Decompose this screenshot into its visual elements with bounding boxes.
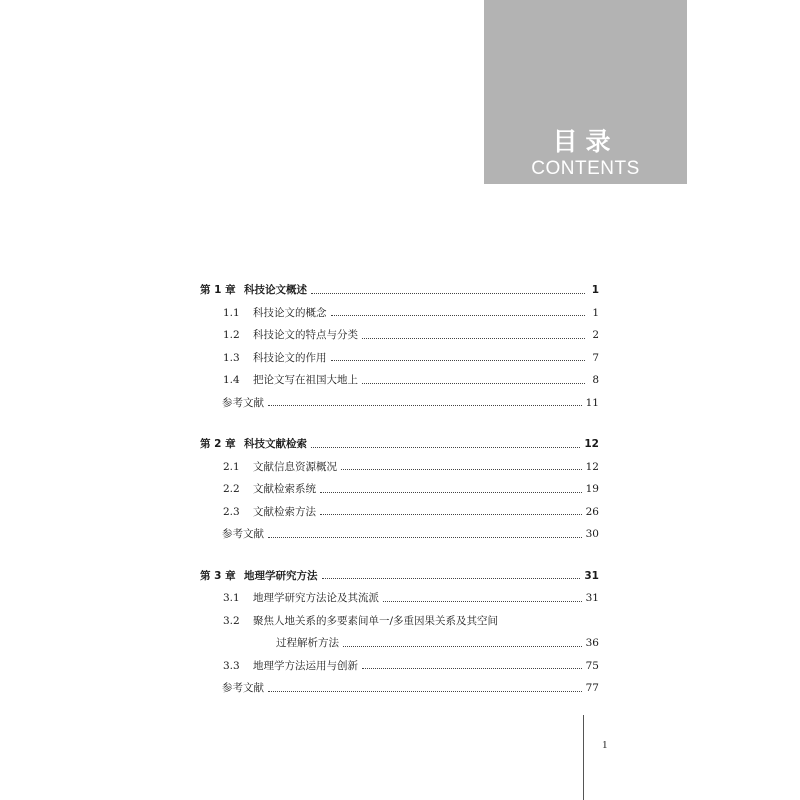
chapter-title: 地理学研究方法: [244, 569, 318, 582]
page-ref: 26: [585, 505, 599, 518]
section-title: 把论文写在祖国大地上: [253, 374, 358, 386]
section-entry[interactable]: [200, 610, 599, 633]
table-of-contents: [200, 279, 599, 719]
section-number: 2.1: [223, 460, 240, 473]
dot-leader: [362, 668, 582, 669]
page-ref: 1: [591, 284, 599, 296]
section-entry[interactable]: [200, 456, 599, 479]
chapter-2: [200, 433, 599, 546]
chapter-3: [200, 565, 599, 700]
references-title: 参考文献: [222, 528, 264, 540]
section-number: 2.3: [223, 505, 240, 518]
section-entry[interactable]: [200, 501, 599, 524]
references-entry[interactable]: [200, 523, 599, 546]
section-number: 2.2: [223, 483, 240, 495]
references-title: 参考文献: [222, 396, 264, 409]
chapter-title: 科技论文概述: [244, 284, 307, 296]
dot-leader: [311, 447, 580, 448]
dot-leader: [341, 469, 582, 470]
dot-leader: [383, 601, 582, 602]
chapter-heading[interactable]: [200, 565, 599, 588]
section-number: 3.3: [223, 659, 240, 672]
dot-leader: [320, 514, 582, 515]
page-ref: 30: [585, 528, 599, 540]
chapter-number: 第 3 章: [200, 569, 236, 582]
page-ref: 7: [592, 351, 599, 364]
dot-leader: [362, 383, 585, 384]
page-ref: 31: [584, 569, 599, 582]
section-number: 3.2: [223, 614, 240, 627]
section-title: 科技论文的概念: [253, 306, 327, 319]
section-title: 文献检索方法: [253, 505, 316, 518]
section-title: 地理学方法运用与创新: [253, 659, 358, 672]
dot-leader: [362, 338, 585, 339]
references-title: 参考文献: [222, 682, 264, 694]
page-ref: 31: [585, 592, 599, 604]
section-entry[interactable]: [200, 347, 599, 370]
section-title: 地理学研究方法论及其流派: [253, 592, 379, 604]
contents-title: 目录: [552, 127, 619, 156]
page-number: 1: [602, 739, 608, 751]
section-entry-continued[interactable]: [200, 632, 599, 655]
chapter-number: 第 1 章: [200, 284, 236, 296]
chapter-heading[interactable]: [200, 279, 599, 302]
dot-leader: [322, 578, 581, 579]
page-ref: 2: [592, 329, 599, 341]
dot-leader: [331, 360, 586, 361]
chapter-1: [200, 279, 599, 414]
section-title: 聚焦人地关系的多要素间单一/多重因果关系及其空间: [253, 614, 499, 627]
chapter-number: 第 2 章: [200, 438, 236, 450]
section-number: 1.3: [223, 351, 240, 364]
dot-leader: [268, 405, 582, 406]
section-number: 3.1: [223, 592, 240, 604]
chapter-title: 科技文献检索: [244, 438, 307, 450]
section-title: 科技论文的作用: [253, 351, 327, 364]
page-ref: 77: [585, 682, 599, 694]
section-entry[interactable]: [200, 324, 599, 347]
references-entry[interactable]: [200, 392, 599, 415]
section-number: 1.4: [223, 374, 240, 386]
dot-leader: [331, 315, 586, 316]
page-corner-divider: [583, 715, 584, 800]
section-number: 1.1: [223, 306, 240, 319]
section-number: 1.2: [223, 329, 240, 341]
dot-leader: [343, 646, 582, 647]
dot-leader: [268, 691, 582, 692]
contents-header-block: [484, 0, 687, 184]
page-ref: 1: [592, 306, 599, 319]
dot-leader: [311, 293, 585, 294]
page-ref: 12: [585, 460, 599, 473]
references-entry[interactable]: [200, 677, 599, 700]
dot-leader: [268, 537, 582, 538]
page-ref: 36: [585, 637, 599, 649]
page-ref: 8: [592, 374, 599, 386]
page-ref: 19: [585, 483, 599, 495]
section-title: 科技论文的特点与分类: [253, 329, 358, 341]
page-ref: 11: [585, 396, 599, 409]
page-ref: 75: [585, 659, 599, 672]
section-title: 文献检索系统: [253, 483, 316, 495]
section-title: 文献信息资源概况: [253, 460, 337, 473]
section-entry[interactable]: [200, 655, 599, 678]
section-entry[interactable]: [200, 369, 599, 392]
section-title-continued: 过程解析方法: [276, 637, 339, 649]
chapter-heading[interactable]: [200, 433, 599, 456]
page-ref: 12: [584, 438, 599, 450]
section-entry[interactable]: [200, 478, 599, 501]
contents-subtitle: CONTENTS: [531, 158, 640, 179]
dot-leader: [320, 492, 582, 493]
section-entry[interactable]: [200, 587, 599, 610]
section-entry[interactable]: [200, 302, 599, 325]
